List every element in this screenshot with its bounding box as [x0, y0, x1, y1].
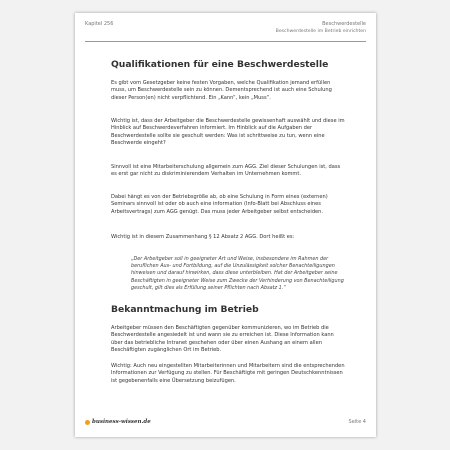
- logo-text: business-wissen.de: [92, 419, 151, 425]
- page-header: [85, 21, 366, 42]
- page-footer: [85, 419, 366, 429]
- paragraph: Es gibt vom Gesetzgeber keine festen Vorgaben, welche Qualifikation jemand erfüllen muss, um Beschwerdestelle sein zu können. Dementsprechend ist auch eine Schulung dieser Person(en) nicht verpflichtend. Ein „Kann“, kein „Muss“.: [111, 80, 332, 101]
- heading-bekanntmachung: Bekanntmachung im Betrieb: [111, 304, 259, 315]
- business-wissen-logo: [85, 419, 151, 425]
- heading-qualifikationen: Qualifikationen für eine Beschwerdestelle: [111, 59, 329, 70]
- paragraph: Wichtig ist in diesem Zusammenhang § 12 Absatz 2 AGG. Dort heißt es:: [111, 234, 295, 240]
- subsection-label: Beschwerdestelle im Betrieb einrichten: [275, 29, 366, 34]
- section-label: Beschwerdestelle: [322, 21, 366, 27]
- document-page: [75, 13, 376, 437]
- legal-quote: „Der Arbeitgeber soll in geeigneter Art und Weise, insbesondere im Rahmen der beruflichen Aus- und Fortbildung, auf die Unzulässigkeit solcher Benachteiligungen hinweisen und darauf hinwirken, dass diese unterbleiben. Hat der Arbeitgeber seine Beschäftigten in geeigneter Weise zum Zwecke der Verhinderung von Benachteiligung geschult, gilt dies als Erfüllung seiner Pflichten nach Absatz 1.“: [131, 256, 344, 291]
- page-number: Seite 4: [348, 419, 366, 425]
- paragraph: Sinnvoll ist eine Mitarbeiterschulung allgemein zum AGG. Ziel dieser Schulungen ist, dass es erst gar nicht zu diskriminierendem Verhalten im Unternehmen kommt.: [111, 164, 341, 178]
- paragraph: Dabei hängt es von der Betriebsgröße ab, ob eine Schulung in Form eines (externen) Seminars sinnvoll ist oder ob auch eine information (Info-Blatt bei Abschluss eines Arbeitsvertrags) zum AGG genügt. Das muss jeder Arbeitgeber selbst entscheiden.: [111, 194, 328, 215]
- logo-dot-icon: [85, 420, 90, 425]
- chapter-label: Kapitel 256: [85, 21, 114, 27]
- paragraph: Wichtig ist, dass der Arbeitgeber die Beschwerdestelle gewissenhaft auswählt und diese im Hinblick auf Beschwerdeverfahren informiert. Im Hinblick auf die Aufgaben der Beschwerdestelle sollte sie geschult werden: Was ist schrittweise zu tun, wenn eine Beschwerde eingeht?: [111, 118, 345, 147]
- paragraph: Wichtig: Auch neu eingestellten Mitarbeiterinnen und Mitarbeitern sind die entsprechenden Informationen zur Verfügung zu stellen. Für Beschäftigte mit geringen Deutschkenntnissen ist gegebenenfalls eine Übersetzung beizufügen.: [111, 363, 345, 384]
- paragraph: Arbeitgeber müssen den Beschäftigten gegenüber kommunizieren, wo im Betrieb die Beschwerdestelle angesiedelt ist und wann sie zu erreichen ist. Diese Information kann über das betriebliche Intranet geschehen oder über einen Aushang an einem allen Beschäftigten zugänglichen Ort im Betrieb.: [111, 325, 334, 354]
